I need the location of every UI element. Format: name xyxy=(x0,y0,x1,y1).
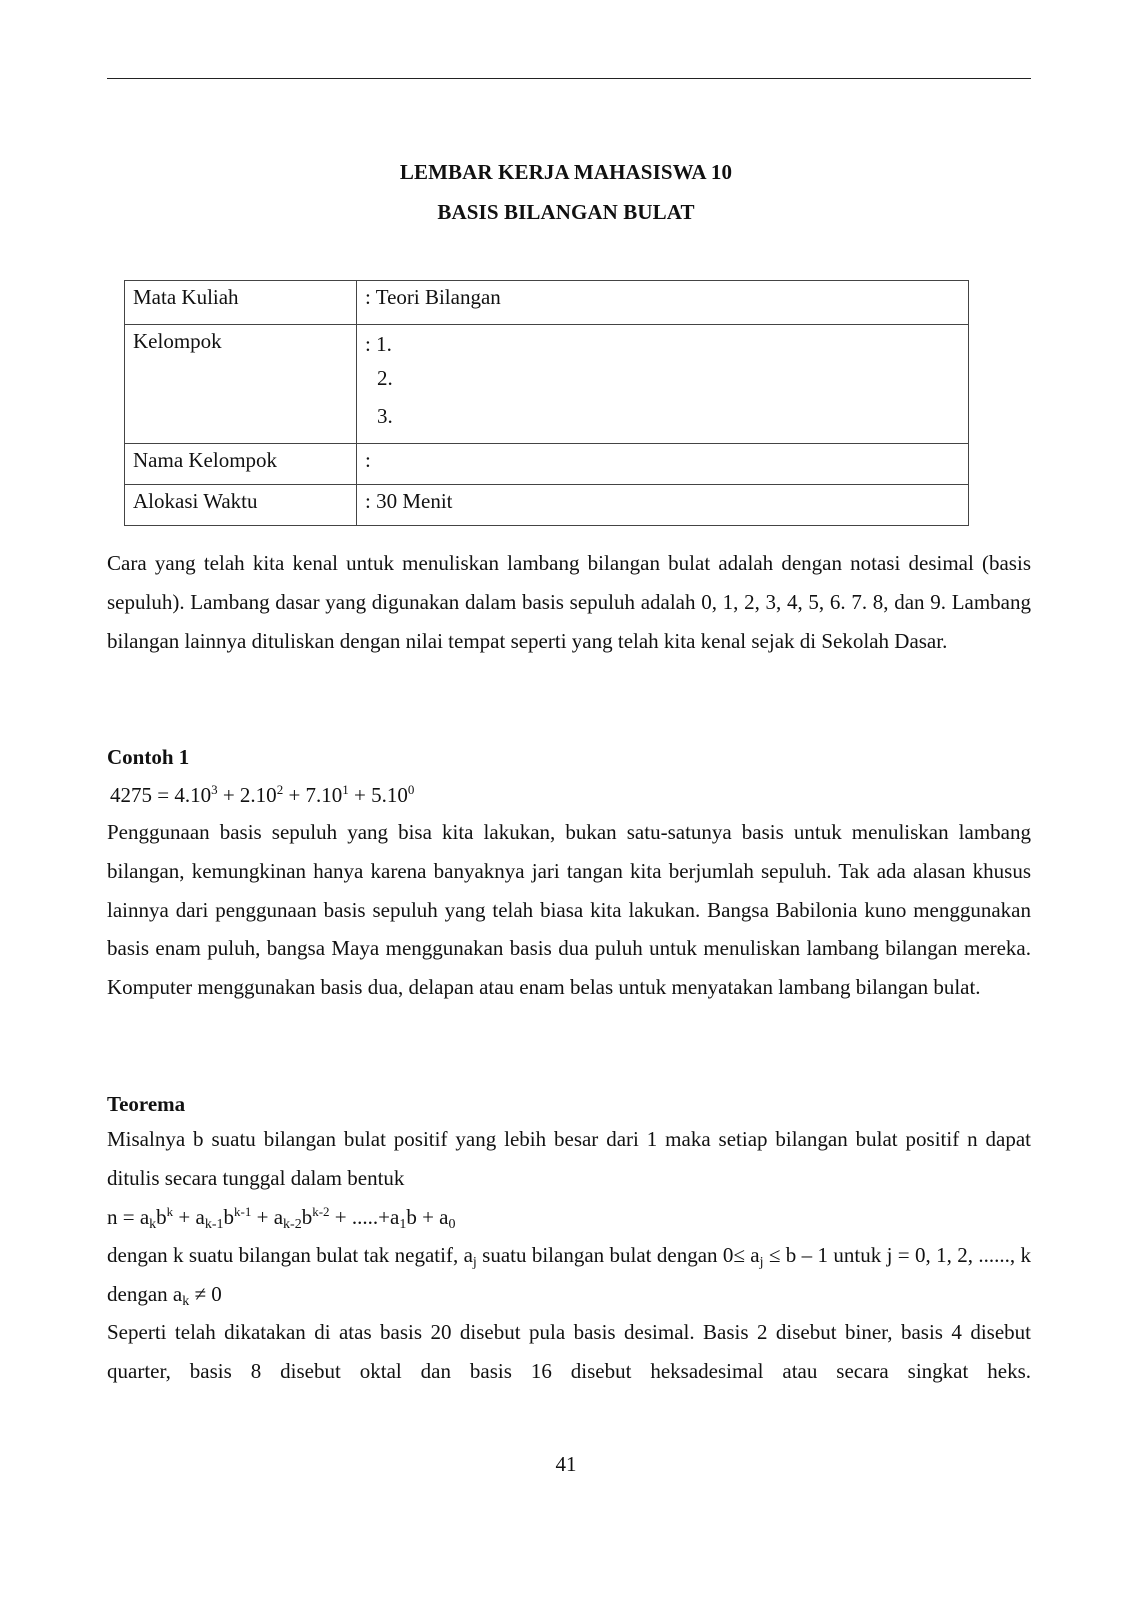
table-row xyxy=(125,485,969,526)
table-label: Mata Kuliah xyxy=(125,281,357,325)
worksheet-title: LEMBAR KERJA MAHASISWA 10 xyxy=(399,160,733,184)
closing-paragraph: Seperti telah dikatakan di atas basis 20 disebut pula basis desimal. Basis 2 disebut biner, basis 4 disebut quarter, basis 8 disebut oktal dan basis 16 disebut heksadesimal atau secara singkat heks. xyxy=(107,1320,1031,1383)
group-member-2: 2. xyxy=(377,366,393,390)
theorem-condition: dengan k suatu bilangan bulat tak negatif, $a_j$ suatu bilangan bulat dengan $0\le a_j \le b - 1$ untuk j = 0, 1, 2, ......, k dengan $a_k \ne 0$ xyxy=(107,1243,1031,1309)
page-number: 41 xyxy=(555,1452,577,1476)
table-row xyxy=(125,325,969,444)
table-label: Nama Kelompok xyxy=(125,444,357,485)
table-value: : 30 Menit xyxy=(357,485,969,526)
theorem-formula: $n = a_kb^k + a_{k-1}b^{k-1} + a_{k-2}b^{k-2} + .....+a_1b + a_0$ xyxy=(107,1204,456,1232)
theorem-heading: Teorema xyxy=(107,1092,186,1116)
table-row xyxy=(125,281,969,325)
example-equation: $4275 = 4.10^3 + 2.10^2 + 7.10^1 + 5.10^0$ xyxy=(110,782,415,807)
table-label: Kelompok xyxy=(125,325,357,444)
group-member-3: 3. xyxy=(377,404,393,428)
table-value xyxy=(357,325,969,444)
intro-paragraph: Cara yang telah kita kenal untuk menuliskan lambang bilangan bulat adalah dengan notasi desimal (basis sepuluh). Lambang dasar yang digunakan dalam basis sepuluh adalah 0, 1, 2, 3, 4, 5, 6. 7. 8, dan 9. Lambang bilangan lainnya dituliskan dengan nilai tempat seperti yang telah kita kenal sejak di Sekolah Dasar. xyxy=(107,551,1031,653)
info-table xyxy=(124,280,969,526)
worksheet-subtitle: BASIS BILANGAN BULAT xyxy=(437,200,695,224)
table-value: : Teori Bilangan xyxy=(357,281,969,325)
table-value: : xyxy=(357,444,969,485)
example-paragraph: Penggunaan basis sepuluh yang bisa kita lakukan, bukan satu-satunya basis untuk menuliskan lambang bilangan, kemungkinan hanya karena banyaknya jari tangan kita berjumlah sepuluh. Tak ada alasan khusus lainnya dari penggunaan basis sepuluh yang telah biasa kita lakukan. Bangsa Babilonia kuno menggunakan basis enam puluh, bangsa Maya menggunakan basis dua puluh untuk menuliskan lambang bilangan mereka. Komputer menggunakan basis dua, delapan atau enam belas untuk menyatakan lambang bilangan bulat. xyxy=(107,820,1031,1000)
table-row xyxy=(125,444,969,485)
group-member-1: : 1. xyxy=(365,332,392,356)
theorem-paragraph: Misalnya b suatu bilangan bulat positif yang lebih besar dari 1 maka setiap bilangan bulat positif n dapat ditulis secara tunggal dalam bentuk xyxy=(107,1127,1031,1190)
table-label: Alokasi Waktu xyxy=(125,485,357,526)
header-rule xyxy=(107,78,1031,79)
example-heading: Contoh 1 xyxy=(107,745,190,769)
